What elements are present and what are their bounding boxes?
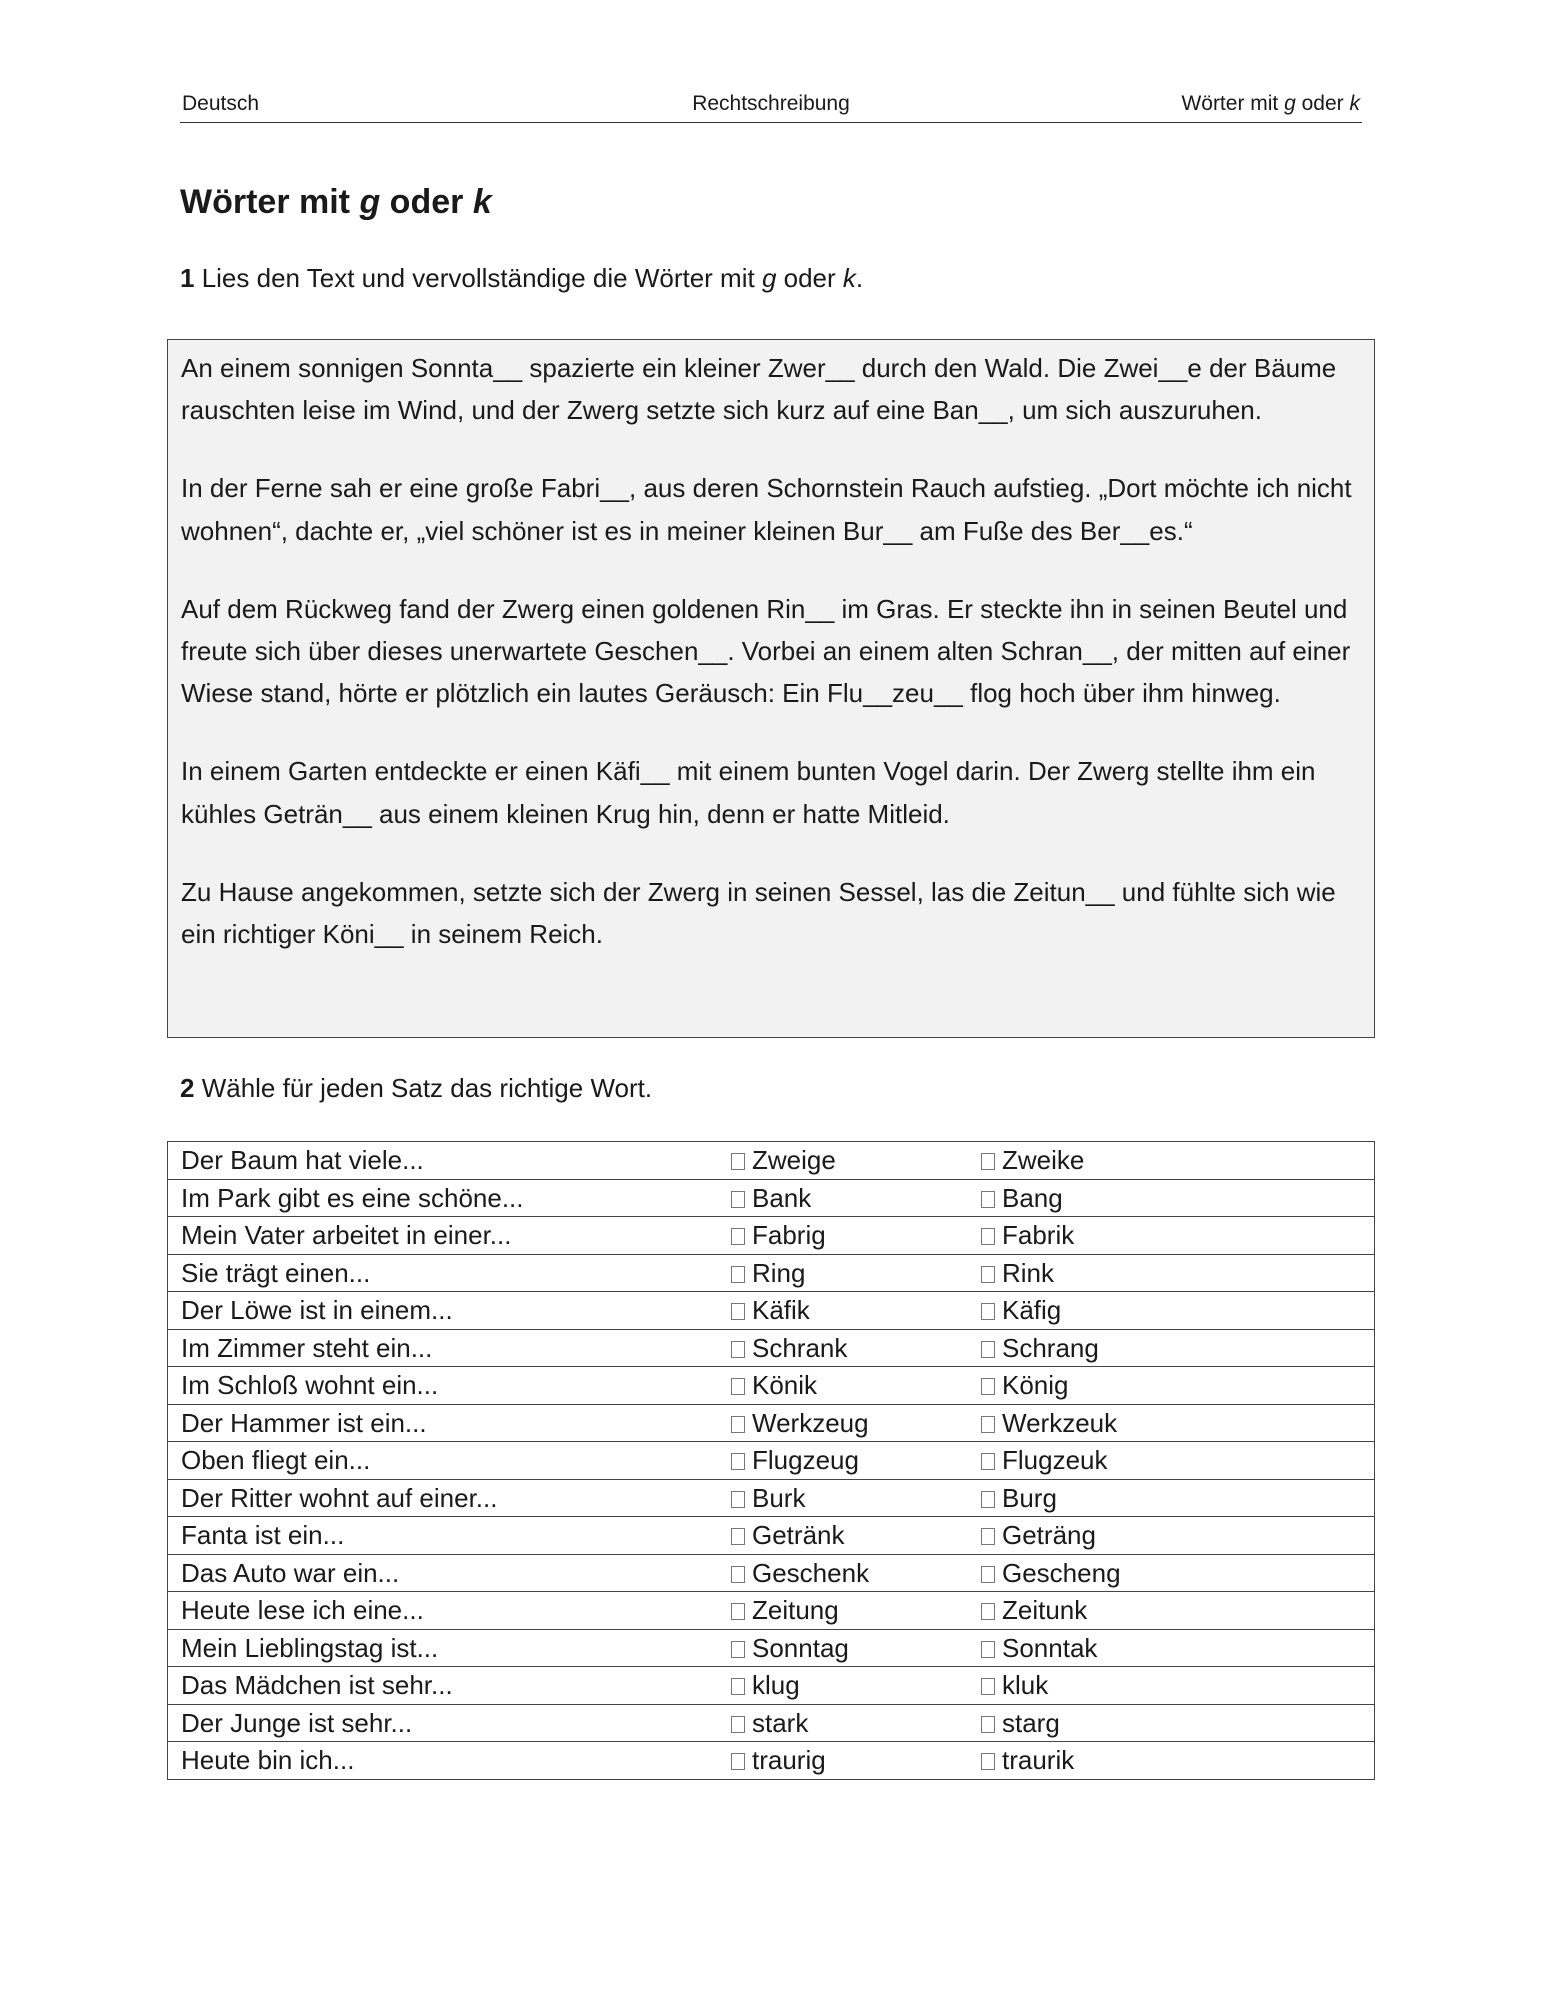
page-title bbox=[180, 183, 492, 222]
choice-option-label: traurig bbox=[752, 1745, 826, 1776]
choice-option-a[interactable] bbox=[719, 1329, 968, 1367]
choice-sentence: Mein Vater arbeitet in einer... bbox=[168, 1217, 720, 1255]
choice-option-a[interactable] bbox=[719, 1479, 968, 1517]
choice-option-label: König bbox=[1002, 1370, 1069, 1401]
title-mid: oder bbox=[380, 183, 473, 221]
checkbox-icon[interactable] bbox=[731, 1303, 745, 1320]
title-g: g bbox=[359, 183, 381, 221]
checkbox-icon[interactable] bbox=[981, 1528, 995, 1545]
choice-option-label: Fabrik bbox=[1002, 1220, 1075, 1251]
choice-sentence: Oben fliegt ein... bbox=[168, 1442, 720, 1480]
task-1-k: k bbox=[842, 263, 856, 293]
choice-sentence: Der Junge ist sehr... bbox=[168, 1704, 720, 1742]
choice-option-b[interactable] bbox=[968, 1217, 1375, 1255]
task-2-text: Wähle für jeden Satz das richtige Wort. bbox=[194, 1073, 653, 1103]
checkbox-icon[interactable] bbox=[731, 1228, 745, 1245]
choice-row bbox=[168, 1517, 1375, 1555]
choice-sentence: Heute lese ich eine... bbox=[168, 1592, 720, 1630]
choice-option-b[interactable] bbox=[968, 1142, 1375, 1180]
task-2-number: 2 bbox=[180, 1073, 195, 1103]
checkbox-icon[interactable] bbox=[731, 1566, 745, 1583]
choice-option-label: kluk bbox=[1002, 1670, 1049, 1701]
choice-option-b[interactable] bbox=[968, 1629, 1375, 1667]
choice-option-label: Werkzeug bbox=[752, 1407, 869, 1438]
choice-sentence: Der Hammer ist ein... bbox=[168, 1404, 720, 1442]
choice-sentence: Das Auto war ein... bbox=[168, 1554, 720, 1592]
checkbox-icon[interactable] bbox=[981, 1191, 995, 1208]
choice-option-a[interactable] bbox=[719, 1404, 968, 1442]
choice-option-label: Bang bbox=[1002, 1182, 1063, 1213]
choice-table-body bbox=[168, 1142, 1375, 1780]
checkbox-icon[interactable] bbox=[981, 1416, 995, 1433]
header-topic: Rechtschreibung bbox=[692, 92, 850, 115]
choice-option-a[interactable] bbox=[719, 1667, 968, 1705]
choice-option-b[interactable] bbox=[968, 1254, 1375, 1292]
checkbox-icon[interactable] bbox=[981, 1378, 995, 1395]
choice-option-a[interactable] bbox=[719, 1629, 968, 1667]
choice-sentence: Fanta ist ein... bbox=[168, 1517, 720, 1555]
story-paragraph: An einem sonnigen Sonnta__ spazierte ein kleiner Zwer__ durch den Wald. Die Zwei__e der Bäume rauschten leise im Wind, und der Zwerg setzte sich kurz auf eine Ban__, um sich auszuruhen. bbox=[181, 353, 1337, 426]
choice-option-a[interactable] bbox=[719, 1292, 968, 1330]
choice-option-b[interactable] bbox=[968, 1367, 1375, 1405]
checkbox-icon[interactable] bbox=[981, 1603, 995, 1620]
checkbox-icon[interactable] bbox=[981, 1303, 995, 1320]
choice-option-label: Geschenk bbox=[752, 1557, 870, 1588]
story-paragraph: Zu Hause angekommen, setzte sich der Zwerg in seinen Sessel, las die Zeitun__ und fühlte sich wie ein richtiger Köni__ in seinem Reich. bbox=[181, 876, 1336, 950]
checkbox-icon[interactable] bbox=[731, 1453, 745, 1470]
checkbox-icon[interactable] bbox=[731, 1266, 745, 1283]
choice-option-b[interactable] bbox=[968, 1742, 1375, 1780]
choice-row bbox=[168, 1404, 1375, 1442]
choice-option-label: Gescheng bbox=[1002, 1557, 1121, 1588]
choice-option-label: Zeitung bbox=[752, 1595, 839, 1626]
task-1-text: Lies den Text und vervollständige die Wörter mit bbox=[194, 263, 762, 293]
header-title-k: k bbox=[1349, 92, 1360, 115]
choice-row bbox=[168, 1667, 1375, 1705]
checkbox-icon[interactable] bbox=[981, 1753, 995, 1770]
checkbox-icon[interactable] bbox=[981, 1453, 995, 1470]
choice-sentence: Der Baum hat viele... bbox=[168, 1142, 720, 1180]
checkbox-icon[interactable] bbox=[981, 1566, 995, 1583]
checkbox-icon[interactable] bbox=[731, 1641, 745, 1658]
task-1-number: 1 bbox=[180, 263, 195, 293]
choice-option-label: Schrank bbox=[752, 1332, 848, 1363]
choice-option-label: Flugzeug bbox=[752, 1445, 859, 1476]
choice-option-label: Zweike bbox=[1002, 1145, 1085, 1176]
choice-sentence: Der Löwe ist in einem... bbox=[168, 1292, 720, 1330]
checkbox-icon[interactable] bbox=[731, 1753, 745, 1770]
choice-option-label: Getränk bbox=[752, 1520, 845, 1551]
title-k: k bbox=[472, 183, 492, 221]
choice-option-a[interactable] bbox=[719, 1254, 968, 1292]
choice-option-label: Sonntak bbox=[1002, 1632, 1098, 1663]
choice-row bbox=[168, 1479, 1375, 1517]
header-title bbox=[1181, 92, 1360, 116]
checkbox-icon[interactable] bbox=[981, 1678, 995, 1695]
choice-option-b[interactable] bbox=[968, 1442, 1375, 1480]
choice-row bbox=[168, 1329, 1375, 1367]
task-1-mid: oder bbox=[776, 263, 843, 293]
choice-table bbox=[167, 1141, 1375, 1780]
checkbox-icon[interactable] bbox=[731, 1678, 745, 1695]
checkbox-icon[interactable] bbox=[981, 1491, 995, 1508]
page-header bbox=[180, 90, 1362, 123]
choice-sentence: Im Park gibt es eine schöne... bbox=[168, 1179, 720, 1217]
choice-option-label: Zeitunk bbox=[1002, 1595, 1088, 1626]
choice-option-label: Ring bbox=[752, 1257, 806, 1288]
task-1-instruction bbox=[180, 263, 863, 294]
choice-option-b[interactable] bbox=[968, 1554, 1375, 1592]
choice-sentence: Im Schloß wohnt ein... bbox=[168, 1367, 720, 1405]
choice-option-label: Werkzeuk bbox=[1002, 1407, 1118, 1438]
choice-sentence: Der Ritter wohnt auf einer... bbox=[168, 1479, 720, 1517]
story-paragraph: In einem Garten entdeckte er einen Käfi__ mit einem bunten Vogel darin. Der Zwerg stellte ihm ein kühles Geträn__ aus einem kleinen Krug hin, denn er hatte Mitleid. bbox=[181, 756, 1316, 829]
choice-option-label: Käfik bbox=[752, 1295, 810, 1326]
choice-option-label: Flugzeuk bbox=[1002, 1445, 1108, 1476]
choice-row bbox=[168, 1442, 1375, 1480]
choice-option-a[interactable] bbox=[719, 1367, 968, 1405]
choice-option-label: stark bbox=[752, 1707, 809, 1738]
choice-sentence: Mein Lieblingstag ist... bbox=[168, 1629, 720, 1667]
checkbox-icon[interactable] bbox=[981, 1716, 995, 1733]
choice-option-b[interactable] bbox=[968, 1179, 1375, 1217]
choice-row bbox=[168, 1367, 1375, 1405]
choice-row bbox=[168, 1292, 1375, 1330]
choice-option-b[interactable] bbox=[968, 1329, 1375, 1367]
choice-option-label: Bank bbox=[752, 1182, 812, 1213]
choice-row bbox=[168, 1704, 1375, 1742]
choice-option-a[interactable] bbox=[719, 1179, 968, 1217]
choice-option-b[interactable] bbox=[968, 1292, 1375, 1330]
choice-option-a[interactable] bbox=[719, 1742, 968, 1780]
choice-row bbox=[168, 1142, 1375, 1180]
choice-option-label: Könik bbox=[752, 1370, 818, 1401]
checkbox-icon[interactable] bbox=[981, 1641, 995, 1658]
story-paragraph: Auf dem Rückweg fand der Zwerg einen goldenen Rin__ im Gras. Er steckte ihn in seinen Beutel und freute sich über dieses unerwartete Geschen__. Vorbei an einem alten Schran__, der mitten auf einer Wiese stand, hörte er plötzlich ein lautes Geräusch: Ein Flu__zeu__ flog hoch über ihm hinweg. bbox=[181, 593, 1351, 709]
checkbox-icon[interactable] bbox=[731, 1528, 745, 1545]
choice-option-label: starg bbox=[1002, 1707, 1060, 1738]
choice-option-label: Käfig bbox=[1002, 1295, 1062, 1326]
choice-option-b[interactable] bbox=[968, 1517, 1375, 1555]
checkbox-icon[interactable] bbox=[981, 1228, 995, 1245]
choice-row bbox=[168, 1254, 1375, 1292]
choice-row bbox=[168, 1742, 1375, 1780]
checkbox-icon[interactable] bbox=[731, 1603, 745, 1620]
checkbox-icon[interactable] bbox=[731, 1416, 745, 1433]
choice-sentence: Im Zimmer steht ein... bbox=[168, 1329, 720, 1367]
header-title-prefix: Wörter mit bbox=[1181, 92, 1285, 115]
choice-option-a[interactable] bbox=[719, 1442, 968, 1480]
task-1-g: g bbox=[761, 263, 777, 293]
choice-option-b[interactable] bbox=[968, 1592, 1375, 1630]
choice-option-a[interactable] bbox=[719, 1517, 968, 1555]
checkbox-icon[interactable] bbox=[731, 1153, 745, 1170]
choice-option-a[interactable] bbox=[719, 1592, 968, 1630]
choice-row bbox=[168, 1554, 1375, 1592]
story-textbox bbox=[167, 339, 1375, 1038]
choice-option-label: traurik bbox=[1002, 1745, 1075, 1776]
checkbox-icon[interactable] bbox=[981, 1153, 995, 1170]
checkbox-icon[interactable] bbox=[731, 1191, 745, 1208]
choice-row bbox=[168, 1592, 1375, 1630]
choice-sentence: Das Mädchen ist sehr... bbox=[168, 1667, 720, 1705]
choice-option-label: klug bbox=[752, 1670, 800, 1701]
checkbox-icon[interactable] bbox=[731, 1716, 745, 1733]
checkbox-icon[interactable] bbox=[731, 1378, 745, 1395]
choice-option-label: Burg bbox=[1002, 1482, 1057, 1513]
header-subject: Deutsch bbox=[182, 92, 260, 115]
choice-option-label: Geträng bbox=[1002, 1520, 1096, 1551]
choice-option-label: Fabrig bbox=[752, 1220, 826, 1251]
choice-option-a[interactable] bbox=[719, 1142, 968, 1180]
choice-option-a[interactable] bbox=[719, 1217, 968, 1255]
choice-sentence: Sie trägt einen... bbox=[168, 1254, 720, 1292]
task-2-instruction bbox=[180, 1073, 652, 1104]
header-title-g: g bbox=[1284, 92, 1296, 115]
choice-option-label: Schrang bbox=[1002, 1332, 1099, 1363]
choice-row bbox=[168, 1179, 1375, 1217]
checkbox-icon[interactable] bbox=[731, 1491, 745, 1508]
choice-option-b[interactable] bbox=[968, 1704, 1375, 1742]
checkbox-icon[interactable] bbox=[981, 1266, 995, 1283]
story-paragraph: In der Ferne sah er eine große Fabri__, aus deren Schornstein Rauch aufstieg. „Dort möchte ich nicht wohnen“, dachte er, „viel schöner ist es in meiner kleinen Bur__ am Fuße des Ber__es.“ bbox=[181, 473, 1352, 546]
choice-option-b[interactable] bbox=[968, 1479, 1375, 1517]
choice-option-label: Rink bbox=[1002, 1257, 1055, 1288]
choice-option-label: Zweige bbox=[752, 1145, 836, 1176]
choice-row bbox=[168, 1629, 1375, 1667]
choice-option-label: Sonntag bbox=[752, 1632, 849, 1663]
checkbox-icon[interactable] bbox=[981, 1341, 995, 1358]
choice-option-a[interactable] bbox=[719, 1704, 968, 1742]
choice-option-b[interactable] bbox=[968, 1667, 1375, 1705]
choice-option-label: Burk bbox=[752, 1482, 806, 1513]
task-1-end: . bbox=[855, 263, 864, 293]
choice-row bbox=[168, 1217, 1375, 1255]
choice-option-b[interactable] bbox=[968, 1404, 1375, 1442]
title-prefix: Wörter mit bbox=[180, 183, 360, 221]
header-title-mid: oder bbox=[1295, 92, 1350, 115]
choice-option-a[interactable] bbox=[719, 1554, 968, 1592]
checkbox-icon[interactable] bbox=[731, 1341, 745, 1358]
choice-sentence: Heute bin ich... bbox=[168, 1742, 720, 1780]
